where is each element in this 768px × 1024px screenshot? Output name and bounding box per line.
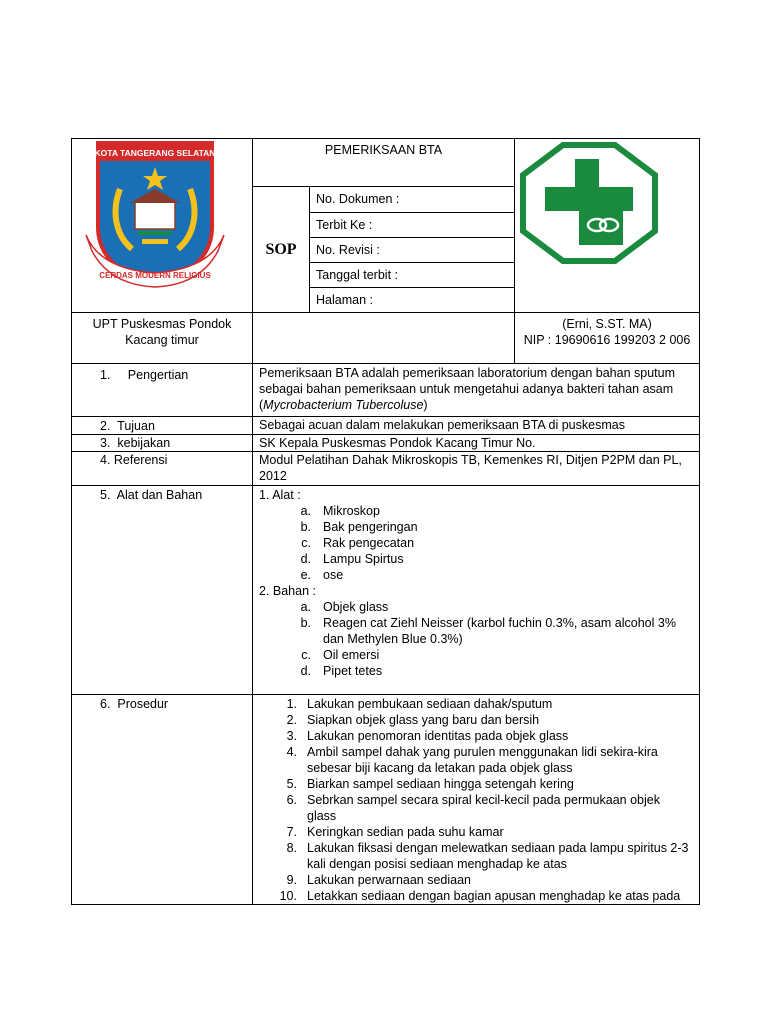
referensi-text: Modul Pelatihan Dahak Mikroskopis TB, Kemenkes RI, Ditjen P2PM dan PL, 2012 (253, 452, 700, 486)
prosedur-step-item-text: Lakukan pembukaan sediaan dahak/sputum (307, 697, 553, 711)
bahan-item-marker: b. (300, 616, 311, 630)
prosedur-step-item (253, 872, 689, 888)
bahan-item-text: Reagen cat Ziehl Neisser (karbol fuchin 0.3%, asam alcohol 3% dan Methylen Blue 0.3%) (323, 616, 676, 646)
prosedur-content (253, 695, 700, 905)
signer-block (515, 313, 700, 364)
signer-name: (Erni, S.ST. MA) (562, 317, 652, 331)
prosedur-step-item (253, 888, 689, 904)
alat-item-text: Rak pengecatan (323, 536, 415, 550)
document-title: PEMERIKSAAN BTA (253, 139, 515, 187)
prosedur-step-item-marker: 5. (286, 777, 297, 791)
bahan-item-marker: a. (300, 600, 311, 614)
blank-cell (253, 313, 515, 364)
pengertian-text-before: Pemeriksaan BTA adalah pemeriksaan laboratorium dengan bahan sputum sebagai bahan pemeriksaan untuk mengetahui adanya bakteri tahan asam ( (259, 366, 675, 412)
prosedur-step-item (253, 824, 689, 840)
prosedur-step-item-text: Siapkan objek glass yang baru dan bersih (307, 713, 540, 727)
prosedur-step-item (253, 776, 689, 792)
unit-name: UPT Puskesmas Pondok Kacang timur (72, 313, 253, 364)
alat-item-marker: d. (300, 552, 311, 566)
prosedur-step-item-text: Keringkan sedian pada suhu kamar (307, 825, 504, 839)
meta-halaman: Halaman : (310, 288, 515, 313)
signer-nip: NIP : 19690616 199203 2 006 (523, 333, 691, 347)
puskesmas-logo-cell (515, 139, 700, 313)
alat-item-text: ose (323, 568, 344, 582)
prosedur-step-item-text: Sebrkan sampel secara spiral kecil-kecil pada permukaan objek glass (307, 793, 660, 823)
bahan-item-marker: c. (301, 648, 311, 662)
sop-table (71, 138, 700, 905)
alat-item-text: Bak pengeringan (323, 520, 418, 534)
prosedur-step-item-text: Ambil sampel dahak yang purulen menggunakan lidi sekira-kira sebesar biji kacang da letakan pada objek glass (307, 745, 658, 775)
alat-bahan-label (72, 486, 253, 695)
kebijakan-label (72, 435, 253, 452)
alat-item (281, 503, 693, 519)
alat-item (281, 567, 693, 583)
tujuan-label-text: 2. Tujuan (100, 419, 155, 433)
meta-no-dokumen: No. Dokumen : (310, 187, 515, 213)
alat-item-marker: b. (300, 520, 311, 534)
meta-tanggal-terbit: Tanggal terbit : (310, 263, 515, 288)
referensi-label (72, 452, 253, 486)
svg-text:KOTA TANGERANG SELATAN: KOTA TANGERANG SELATAN (94, 148, 216, 158)
alat-item (281, 551, 693, 567)
alat-item-text: Lampu Spirtus (323, 552, 404, 566)
prosedur-step-item (253, 728, 689, 744)
alat-item (281, 519, 693, 535)
prosedur-step-item-marker: 1. (286, 697, 297, 711)
alat-item-marker: e. (300, 568, 311, 582)
prosedur-step-item-marker: 3. (286, 729, 297, 743)
puskesmas-logo-icon (519, 139, 659, 269)
kebijakan-label-text: 3. kebijakan (100, 436, 171, 450)
prosedur-step-item-text: Lakukan fiksasi dengan melewatkan sediaan pada lampu spiritus 2-3 kali dengan posisi sediaan menghadap ke atas (307, 841, 689, 871)
alat-item-marker: a. (300, 504, 311, 518)
kebijakan-text: SK Kepala Puskesmas Pondok Kacang Timur No. (253, 435, 700, 452)
bahan-item-text: Pipet tetes (323, 664, 383, 678)
tujuan-text: Sebagai acuan dalam melakukan pemeriksaan BTA di puskesmas (253, 417, 700, 435)
bahan-list (259, 599, 693, 679)
prosedur-label-text: 6. Prosedur (100, 697, 169, 711)
alat-bahan-label-text: 5. Alat dan Bahan (100, 488, 203, 502)
city-emblem-cell (72, 139, 253, 313)
prosedur-step-item-marker: 9. (286, 873, 297, 887)
pengertian-label (72, 364, 253, 417)
alat-item-marker: c. (301, 536, 311, 550)
prosedur-list (253, 696, 689, 904)
bahan-item-text: Objek glass (323, 600, 389, 614)
bahan-title: 2. Bahan : (259, 584, 316, 598)
bahan-item (281, 599, 693, 615)
meta-no-revisi: No. Revisi : (310, 238, 515, 263)
alat-bahan-content (253, 486, 700, 695)
prosedur-step-item (253, 696, 689, 712)
bahan-item-marker: d. (300, 664, 311, 678)
prosedur-step-item-marker: 6. (286, 793, 297, 807)
alat-title: 1. Alat : (259, 488, 301, 502)
prosedur-label (72, 695, 253, 905)
prosedur-step-item-marker: 7. (286, 825, 297, 839)
meta-terbit-ke: Terbit Ke : (310, 213, 515, 238)
referensi-label-text: 4. Referensi (100, 453, 168, 467)
prosedur-step-item-marker: 4. (286, 745, 297, 759)
alat-item (281, 535, 693, 551)
prosedur-step-item-text: Lakukan perwarnaan sediaan (307, 873, 472, 887)
prosedur-step-item (253, 744, 689, 776)
prosedur-step-item-marker: 10. (279, 889, 297, 903)
tujuan-label (72, 417, 253, 435)
bahan-item-text: Oil emersi (323, 648, 380, 662)
pengertian-text (253, 364, 700, 417)
prosedur-step-item-text: Biarkan sampel sediaan hingga setengah kering (307, 777, 574, 791)
sop-label: SOP (253, 187, 310, 313)
pengertian-text-italic: Mycrobacterium Tubercoluse (263, 398, 424, 412)
prosedur-step-item-text: Lakukan penomoran identitas pada objek glass (307, 729, 569, 743)
city-emblem-icon (80, 139, 230, 289)
prosedur-step-item (253, 712, 689, 728)
pengertian-text-after: ) (423, 398, 428, 412)
bahan-item (281, 647, 693, 663)
prosedur-step-item (253, 840, 689, 872)
bahan-item (281, 615, 693, 647)
alat-list (259, 503, 693, 583)
pengertian-label-text: 1. Pengertian (100, 368, 189, 382)
prosedur-step-item-marker: 2. (286, 713, 297, 727)
alat-item-text: Mikroskop (323, 504, 380, 518)
prosedur-step-item-text: Letakkan sediaan dengan bagian apusan menghadap ke atas pada (307, 889, 681, 903)
svg-text:CERDAS MODERN RELIGIUS: CERDAS MODERN RELIGIUS (99, 271, 211, 280)
prosedur-step-item-marker: 8. (286, 841, 297, 855)
bahan-item (281, 663, 693, 679)
prosedur-step-item (253, 792, 689, 824)
